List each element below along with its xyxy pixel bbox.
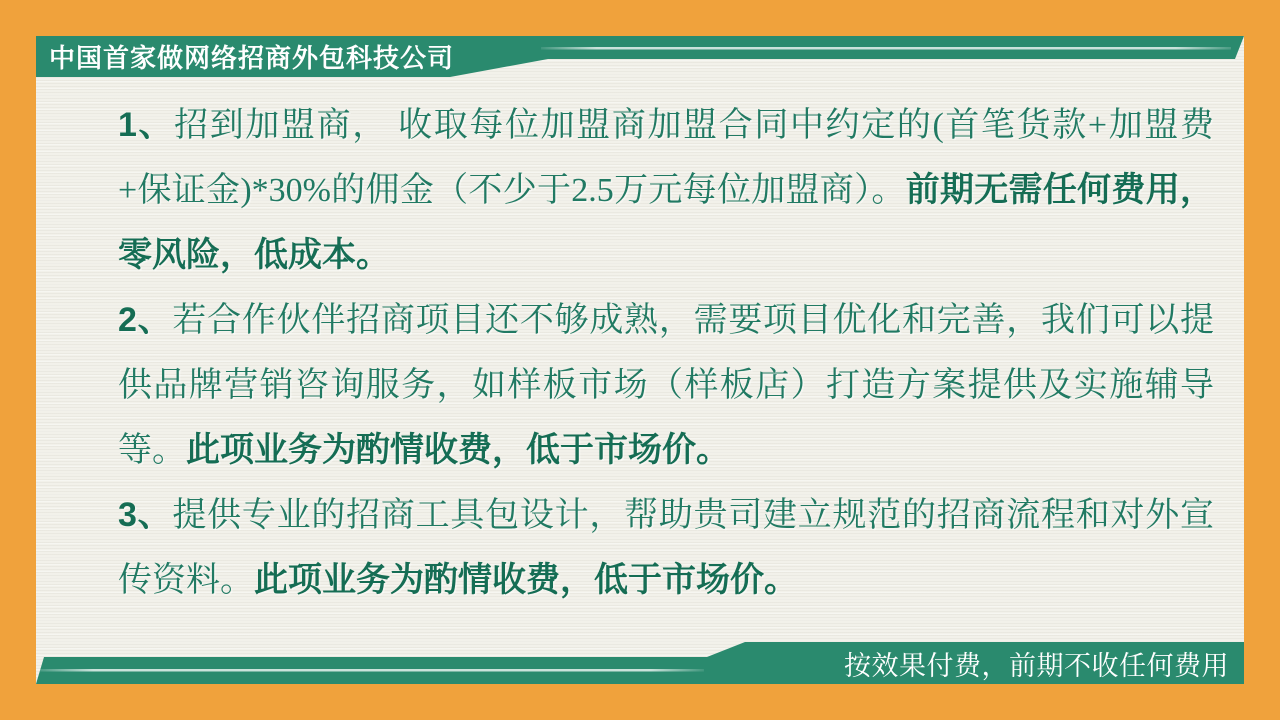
paragraph-text: 若合作伙伴招商项目还不够成熟，需要项目优化和完善，我们可以提供品牌营销咨询服务，如样板市场（样板店）打造方案提供及实施辅导等。 (118, 302, 1214, 469)
emphasis-text: 此项业务为酌情收费，低于市场价。 (254, 562, 798, 599)
footer-accent-line (40, 669, 704, 672)
emphasis-text: 此项业务为酌情收费，低于市场价。 (186, 432, 730, 469)
paragraph-text: 招到加盟商， 收取每位加盟商加盟合同中约定的(首笔货款+加盟费+保证金)*30%的佣金（不少于2.5万元每位加盟商）。 (118, 107, 1214, 209)
paragraph-number: 3、 (118, 496, 173, 534)
body-text (36, 77, 1244, 642)
body-paragraph (118, 483, 1214, 613)
paragraph-number: 2、 (118, 301, 173, 339)
paragraph-text: 提供专业的招商工具包设计，帮助贵司建立规范的招商流程和对外宣传资料。 (118, 497, 1214, 599)
footer-text: 按效果付费，前期不收任何费用 (844, 650, 1229, 681)
emphasis-text: 前期无需任何费用，零风险，低成本。 (118, 172, 1214, 274)
body-paragraph (118, 288, 1214, 483)
header-banner (36, 36, 1244, 77)
header-accent-line (541, 47, 1231, 50)
body-paragraph (118, 93, 1214, 288)
content-panel (36, 36, 1244, 684)
header-title: 中国首家做网络招商外包科技公司 (49, 43, 455, 73)
footer-banner (36, 642, 1244, 684)
paragraph-number: 1、 (118, 106, 175, 144)
